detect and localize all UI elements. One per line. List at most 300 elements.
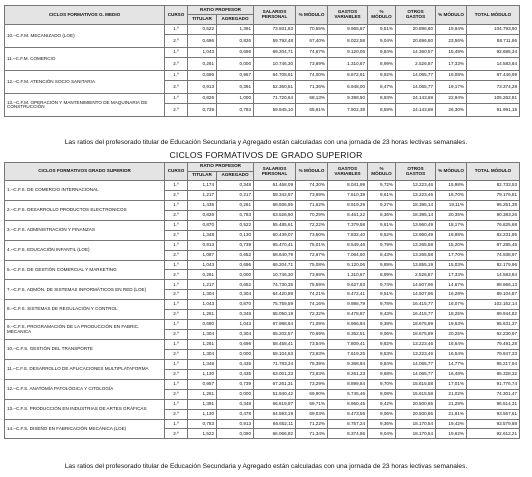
total-modulo-cell: 89.944,82 <box>467 310 520 320</box>
pct-modulo-cell: 19,53% <box>436 320 467 330</box>
pct-modulo-cell: 73,83% <box>296 369 328 379</box>
pct-modulo-cell: 70,29% <box>296 210 328 220</box>
curso-cell: 1.º <box>165 220 188 230</box>
agregado-cell: 0,348 <box>217 181 254 191</box>
salarios-cell: 66.066,82 <box>254 429 296 439</box>
pct-modulo-cell: 69,03% <box>296 409 328 419</box>
agregado-cell: 0,000 <box>217 389 254 399</box>
pct-modulo-cell: 26,30% <box>436 104 467 117</box>
titular-cell: 0,261 <box>188 270 217 280</box>
agregado-cell: 0,826 <box>217 35 254 48</box>
pct-modulo-cell: 9,92% <box>368 71 396 81</box>
table-row <box>5 71 520 81</box>
total-modulo-cell: 95.631,37 <box>467 320 520 330</box>
curso-cell: 1.º <box>165 25 188 35</box>
pct-modulo-cell: 71,22% <box>296 419 328 429</box>
salarios-cell: 59.945,10 <box>254 104 296 117</box>
gastos-variables-cell: 8.672,61 <box>328 71 368 81</box>
agregado-cell: 0,217 <box>217 190 254 200</box>
pct-modulo-cell: 74,67% <box>296 48 328 58</box>
curso-cell: 2.º <box>165 81 188 94</box>
gastos-variables-cell: 9.965,67 <box>328 25 368 35</box>
pct-modulo-cell: 9,04% <box>368 429 396 439</box>
otros-gastos-cell: 18.170,54 <box>396 419 436 429</box>
header-pct-modulo: % MÓDULO <box>368 6 396 25</box>
pct-modulo-cell: 20,35% <box>436 210 467 220</box>
salarios-cell: 63.001,33 <box>254 369 296 379</box>
total-modulo-cell: 91.991,15 <box>467 104 520 117</box>
salarios-cell: 73.931,63 <box>254 25 296 35</box>
header-ciclo: CICLOS FORMATIVOS G. MEDIO <box>5 6 165 25</box>
pct-modulo-cell: 8,99% <box>368 58 396 71</box>
otros-gastos-cell: 14.065,77 <box>396 81 436 94</box>
curso-cell: 2.º <box>165 190 188 200</box>
total-modulo-cell: 92.230,97 <box>467 330 520 340</box>
pct-modulo-cell: 17,70% <box>436 250 467 260</box>
pct-modulo-cell: 15,20% <box>436 240 467 250</box>
header-titular: TITULAR <box>188 15 217 25</box>
agregado-cell: 0,000 <box>217 58 254 71</box>
titular-cell: 1,261 <box>188 389 217 399</box>
total-modulo-cell: 82.231,95 <box>467 230 520 240</box>
curso-cell: 1.º <box>165 181 188 191</box>
titular-cell: 0,826 <box>188 94 217 104</box>
pct-modulo-cell: 71,09% <box>296 320 328 330</box>
salarios-cell: 10.746,30 <box>254 270 296 280</box>
gastos-variables-cell: 8.472,41 <box>328 290 368 300</box>
titular-cell: 1,043 <box>188 48 217 58</box>
salarios-cell: 64.708,61 <box>254 71 296 81</box>
gastos-variables-cell: 8.919,29 <box>328 200 368 210</box>
gastos-variables-cell: 1.310,67 <box>328 270 368 280</box>
header-otros-gastos: OTROS GASTOS <box>396 6 436 25</box>
pct-modulo-cell: 73,93% <box>296 349 328 359</box>
salarios-cell: 58.458,41 <box>254 340 296 350</box>
agregado-cell: 0,304 <box>217 290 254 300</box>
pct-modulo-cell: 9,84% <box>368 359 396 369</box>
otros-gastos-cell: 14.360,57 <box>396 48 436 58</box>
table-row <box>5 260 520 270</box>
ciclo-name-cell: 13.–C.F.S. PRODUCCIÓN EN INDUSTRIAS DE ARTES GRÁFICAS <box>5 399 165 419</box>
table-row <box>5 419 520 429</box>
ciclo-name-cell: 1.–C.F.S. DE COMERCIO INTERNACIONAL <box>5 181 165 201</box>
titular-cell: 1,261 <box>188 310 217 320</box>
agregado-cell: 0,739 <box>217 240 254 250</box>
pct-modulo-cell: 69,90% <box>296 389 328 399</box>
pct-modulo-cell: 73,69% <box>296 190 328 200</box>
pct-modulo-cell: 9,70% <box>368 379 396 389</box>
curso-cell: 2.º <box>165 210 188 220</box>
total-modulo-cell: 96.251,38 <box>467 200 520 210</box>
pct-modulo-cell: 9,47% <box>368 81 396 94</box>
otros-gastos-cell: 16.415,77 <box>396 310 436 320</box>
salarios-cell: 64.420,89 <box>254 290 296 300</box>
pct-modulo-cell: 69,71% <box>296 399 328 409</box>
header-ciclo: CICLOS FORMATIVOS GRADO SUPERIOR <box>5 163 165 181</box>
agregado-cell: 1,043 <box>217 320 254 330</box>
gastos-variables-cell: 9.120,06 <box>328 48 368 58</box>
footnote-ratios: Las ratios del profesorado titular de Educación Secundaria y Agregado están calculadas con una jornada de 23 horas lectivas semanales. <box>64 463 468 470</box>
table-row <box>5 181 520 191</box>
curso-cell: 2.º <box>165 389 188 399</box>
pct-modulo-cell: 73,50% <box>296 230 328 240</box>
otros-gastos-cell: 13.223,46 <box>396 181 436 191</box>
curso-cell: 1.º <box>165 200 188 210</box>
gastos-variables-cell: 9.398,50 <box>328 94 368 104</box>
pct-modulo-cell: 73,54% <box>296 340 328 350</box>
otros-gastos-cell: 20.500,85 <box>396 399 436 409</box>
header-pct-modulo: % MÓDULO <box>436 6 467 25</box>
salarios-cell: 69.204,71 <box>254 48 296 58</box>
otros-gastos-cell: 18.395,14 <box>396 200 436 210</box>
titular-cell: 1,261 <box>188 340 217 350</box>
pct-modulo-cell: 8,93% <box>368 94 396 104</box>
agregado-cell: 0,783 <box>217 104 254 117</box>
salarios-cell: 67.988,64 <box>254 320 296 330</box>
curso-cell: 2.º <box>165 270 188 280</box>
header-pct-modulo: % MÓDULO <box>296 6 328 25</box>
total-modulo-cell: 90.383,26 <box>467 210 520 220</box>
total-modulo-cell: 87.446,99 <box>467 71 520 81</box>
titular-cell: 0,913 <box>188 240 217 250</box>
pct-modulo-cell: 9,84% <box>368 48 396 58</box>
pct-modulo-cell: 9,43% <box>368 250 396 260</box>
pct-modulo-cell: 9,51% <box>368 25 396 35</box>
curso-cell: 2.º <box>165 369 188 379</box>
otros-gastos-cell: 20.896,60 <box>396 25 436 35</box>
curso-cell: 2.º <box>165 58 188 71</box>
table-row <box>5 200 520 210</box>
pct-modulo-cell: 8,59% <box>368 104 396 117</box>
pct-modulo-cell: 70,69% <box>296 330 328 340</box>
pct-modulo-cell: 9,08% <box>368 389 396 399</box>
otros-gastos-cell: 2.526,87 <box>396 270 436 280</box>
ciclo-name-cell: 9.–C.F.S. PROGRAMACIÓN DE LA PRODUCCIÓN EN FABRIC. MECANICA <box>5 320 165 340</box>
pct-modulo-cell: 72,22% <box>296 220 328 230</box>
otros-gastos-cell: 2.526,87 <box>396 58 436 71</box>
pct-modulo-cell: 67,40% <box>296 35 328 48</box>
pct-modulo-cell: 9,43% <box>368 310 396 320</box>
table-row <box>5 379 520 389</box>
table-row <box>5 359 520 369</box>
table-body <box>5 181 520 439</box>
pct-modulo-cell: 16,54% <box>436 349 467 359</box>
table-row <box>5 220 520 230</box>
ciclo-name-cell: 14.–C.F.S. DISEÑO EN FABRICACIÓN MECÁNICA (LOE) <box>5 419 165 439</box>
header-curso: CURSO <box>165 6 188 25</box>
agregado-cell: 0,957 <box>217 71 254 81</box>
gastos-variables-cell: 9.627,83 <box>328 280 368 290</box>
agregado-cell: 0,391 <box>217 81 254 94</box>
titular-cell: 0,913 <box>188 81 217 94</box>
pct-modulo-cell: 9,79% <box>368 240 396 250</box>
header-otros-gastos: OTROS GASTOS <box>396 163 436 181</box>
gastos-variables-cell: 7.902,38 <box>328 104 368 117</box>
pct-modulo-cell: 18,17% <box>436 220 467 230</box>
agregado-cell: 0,522 <box>217 220 254 230</box>
titular-cell: 1,435 <box>188 200 217 210</box>
pct-modulo-cell: 16,70% <box>436 190 467 200</box>
salarios-cell: 55.485,61 <box>254 220 296 230</box>
gastos-variables-cell: 7.832,40 <box>328 230 368 240</box>
salarios-cell: 74.730,35 <box>254 280 296 290</box>
pct-modulo-cell: 9,51% <box>368 290 396 300</box>
ciclos-grado-medio-table <box>4 5 520 117</box>
header-gastos-variables: GASTOS VARIABLES <box>328 6 368 25</box>
agregado-cell: 0,348 <box>217 399 254 409</box>
total-modulo-cell: 105.262,81 <box>467 94 520 104</box>
total-modulo-cell: 88.711,66 <box>467 35 520 48</box>
curso-cell: 1.º <box>165 419 188 429</box>
table-row <box>5 48 520 58</box>
titular-cell: 1,522 <box>188 429 217 439</box>
salarios-cell: 68.936,95 <box>254 200 296 210</box>
total-modulo-cell: 92.612,21 <box>467 429 520 439</box>
total-modulo-cell: 74.301,47 <box>467 389 520 399</box>
ciclo-name-cell: 4.–C.F.S. EDUCACIÓN INFANTIL (LOE) <box>5 240 165 260</box>
agregado-cell: 0,652 <box>217 280 254 290</box>
table-row <box>5 240 520 250</box>
gastos-variables-cell: 8.374,86 <box>328 429 368 439</box>
pct-modulo-cell: 9,72% <box>368 181 396 191</box>
otros-gastos-cell: 13.855,19 <box>396 260 436 270</box>
header-pct-modulo: % MÓDULO <box>368 163 396 181</box>
curso-cell: 1.º <box>165 260 188 270</box>
pct-modulo-cell: 75,01% <box>296 240 328 250</box>
pct-modulo-cell: 17,33% <box>436 270 467 280</box>
agregado-cell: 1,000 <box>217 94 254 104</box>
otros-gastos-cell: 14.065,77 <box>396 71 436 81</box>
total-modulo-cell: 93.567,61 <box>467 409 520 419</box>
pct-modulo-cell: 23,56% <box>436 35 467 48</box>
gastos-variables-cell: 8.478,87 <box>328 310 368 320</box>
header-titular: TITULAR <box>188 171 217 181</box>
salarios-cell: 65.050,19 <box>254 310 296 320</box>
section-title-grado-superior: CICLOS FORMATIVOS DE GRADO SUPERIOR <box>169 150 363 160</box>
curso-cell: 2.º <box>165 310 188 320</box>
salarios-cell: 51.940,42 <box>254 389 296 399</box>
curso-cell: 1.º <box>165 71 188 81</box>
pct-modulo-cell: 9,36% <box>368 419 396 429</box>
pct-modulo-cell: 17,33% <box>436 58 467 71</box>
pct-modulo-cell: 22,94% <box>436 94 467 104</box>
salarios-cell: 59.104,63 <box>254 349 296 359</box>
salarios-cell: 63.526,90 <box>254 210 296 220</box>
table-row <box>5 25 520 35</box>
gastos-variables-cell: 8.899,84 <box>328 379 368 389</box>
table-body <box>5 25 520 117</box>
agregado-cell: 0,435 <box>217 369 254 379</box>
pct-modulo-cell: 16,07% <box>436 300 467 310</box>
ciclo-name-cell: 8.–C.F.S. SISTEMAS DE REGULACIÓN Y CONTROL <box>5 300 165 320</box>
gastos-variables-cell: 9.986,79 <box>328 300 368 310</box>
pct-modulo-cell: 73,69% <box>296 270 328 280</box>
pct-modulo-cell: 19,94% <box>436 25 467 35</box>
titular-cell: 1,174 <box>188 181 217 191</box>
otros-gastos-cell: 24.143,68 <box>396 94 436 104</box>
pct-modulo-cell: 9,04% <box>368 35 396 48</box>
gastos-variables-cell: 8.461,22 <box>328 210 368 220</box>
pct-modulo-cell: 18,25% <box>436 310 467 320</box>
pct-modulo-cell: 19,42% <box>436 419 467 429</box>
curso-cell: 2.º <box>165 409 188 419</box>
salarios-cell: 58.342,97 <box>254 190 296 200</box>
header-total-modulo: TOTAL MÓDULO <box>467 163 520 181</box>
otros-gastos-cell: 14.065,77 <box>396 369 436 379</box>
otros-gastos-cell: 13.960,49 <box>396 220 436 230</box>
titular-cell: 0,696 <box>188 71 217 81</box>
titular-cell: 1,304 <box>188 349 217 359</box>
otros-gastos-cell: 20.896,60 <box>396 35 436 48</box>
agregado-cell: 0,304 <box>217 330 254 340</box>
pct-modulo-cell: 15,98% <box>436 181 467 191</box>
total-modulo-cell: 96.514,31 <box>467 399 520 409</box>
pct-modulo-cell: 20,25% <box>436 330 467 340</box>
salarios-cell: 71.720,64 <box>254 94 296 104</box>
otros-gastos-cell: 14.507,96 <box>396 290 436 300</box>
curso-cell: 2.º <box>165 349 188 359</box>
titular-cell: 1,043 <box>188 260 217 270</box>
curso-cell: 1.º <box>165 379 188 389</box>
pct-modulo-cell: 16,98% <box>436 230 467 240</box>
pct-modulo-cell: 19,17% <box>436 81 467 94</box>
header-gastos-variables: GASTOS VARIABLES <box>328 163 368 181</box>
pct-modulo-cell: 9,89% <box>368 260 396 270</box>
otros-gastos-cell: 13.960,49 <box>396 230 436 240</box>
curso-cell: 1.º <box>165 94 188 104</box>
ciclo-name-cell: 13.–C.F.M. OPERACIÓN Y MANTENIMIENTO DE MAQUINARIA DE CONSTRUCCIÓN <box>5 94 165 117</box>
header-pct-modulo: % MÓDULO <box>436 163 467 181</box>
header-total-modulo: TOTAL MÓDULO <box>467 6 520 25</box>
agregado-cell: 0,000 <box>217 349 254 359</box>
pct-modulo-cell: 71,36% <box>296 81 328 94</box>
curso-cell: 1.º <box>165 280 188 290</box>
ciclo-name-cell: 10.–C.F.M. MECANIZADO (LOE) <box>5 25 165 48</box>
agregado-cell: 0,783 <box>217 210 254 220</box>
header-agregado: AGREGADO <box>217 171 254 181</box>
pct-modulo-cell: 14,77% <box>436 359 467 369</box>
ciclo-name-cell: 2.–C.F.S. DESARROLLO PRODUCTOS ELECTRONICOS <box>5 200 165 220</box>
gastos-variables-cell: 8.041,99 <box>328 181 368 191</box>
otros-gastos-cell: 13.223,46 <box>396 349 436 359</box>
curso-cell: 1.º <box>165 340 188 350</box>
curso-cell: 1.º <box>165 240 188 250</box>
gastos-variables-cell: 8.966,84 <box>328 320 368 330</box>
otros-gastos-cell: 20.500,85 <box>396 409 436 419</box>
agregado-cell: 0,435 <box>217 359 254 369</box>
pct-modulo-cell: 8,99% <box>368 270 396 280</box>
header-curso: CURSO <box>165 163 188 181</box>
otros-gastos-cell: 15.615,58 <box>396 379 436 389</box>
salarios-cell: 75.759,59 <box>254 300 296 310</box>
titular-cell: 1,130 <box>188 409 217 419</box>
pct-modulo-cell: 9,78% <box>368 300 396 310</box>
salarios-cell: 61.468,09 <box>254 181 296 191</box>
salarios-cell: 64.593,19 <box>254 409 296 419</box>
table-row <box>5 399 520 409</box>
titular-cell: 1,217 <box>188 280 217 290</box>
gastos-variables-cell: 8.757,24 <box>328 419 368 429</box>
salarios-cell: 60.439,07 <box>254 230 296 240</box>
agregado-cell: 1,391 <box>217 25 254 35</box>
table-row <box>5 340 520 350</box>
pct-modulo-cell: 21,91% <box>436 409 467 419</box>
curso-cell: 2.º <box>165 250 188 260</box>
otros-gastos-cell: 13.265,58 <box>396 240 436 250</box>
otros-gastos-cell: 14.065,77 <box>396 359 436 369</box>
agregado-cell: 0,000 <box>217 270 254 280</box>
agregado-cell: 0,696 <box>217 340 254 350</box>
pct-modulo-cell: 71,62% <box>296 200 328 210</box>
pct-modulo-cell: 75,59% <box>296 280 328 290</box>
total-modulo-cell: 14.583,84 <box>467 270 520 280</box>
ciclo-name-cell: 12.–C.F.M. ATENCIÓN SOCIO SANITARIA <box>5 71 165 94</box>
gastos-variables-cell: 7.610,39 <box>328 190 368 200</box>
curso-cell: 2.º <box>165 104 188 117</box>
total-modulo-cell: 79.176,81 <box>467 190 520 200</box>
agregado-cell: 0,652 <box>217 250 254 260</box>
ciclo-name-cell: 12.–C.F.S. ANATOMÍA PATOLÓGICA Y CITOLOGÍA <box>5 379 165 399</box>
gastos-variables-cell: 1.310,67 <box>328 58 368 71</box>
pct-modulo-cell: 16,48% <box>436 369 467 379</box>
gastos-variables-cell: 7.064,60 <box>328 250 368 260</box>
otros-gastos-cell: 14.507,96 <box>396 280 436 290</box>
pct-modulo-cell: 17,01% <box>436 379 467 389</box>
gastos-variables-cell: 9.368,84 <box>328 359 368 369</box>
pct-modulo-cell: 9,06% <box>368 330 396 340</box>
pct-modulo-cell: 9,36% <box>368 210 396 220</box>
curso-cell: 2.º <box>165 429 188 439</box>
total-modulo-cell: 79.491,28 <box>467 340 520 350</box>
curso-cell: 1.º <box>165 359 188 369</box>
agregado-cell: 0,261 <box>217 200 254 210</box>
pct-modulo-cell: 21,29% <box>436 399 467 409</box>
pct-modulo-cell: 9,61% <box>368 190 396 200</box>
total-modulo-cell: 92.685,34 <box>467 48 520 58</box>
pct-modulo-cell: 14,67% <box>436 280 467 290</box>
pct-modulo-cell: 75,08% <box>296 260 328 270</box>
titular-cell: 0,522 <box>188 25 217 35</box>
titular-cell: 1,087 <box>188 250 217 260</box>
pct-modulo-cell: 68,13% <box>296 94 328 104</box>
otros-gastos-cell: 18.170,54 <box>396 429 436 439</box>
salarios-cell: 52.360,51 <box>254 81 296 94</box>
salarios-cell: 71.783,34 <box>254 359 296 369</box>
table-row <box>5 280 520 290</box>
footnote-ratios: Las ratios del profesorado titular de Educación Secundaria y Agregado están calculadas con una jornada de 23 horas lectivas semanales. <box>64 139 468 146</box>
total-modulo-cell: 73.374,28 <box>467 81 520 94</box>
titular-cell: 1,348 <box>188 359 217 369</box>
pct-modulo-cell: 74,21% <box>296 290 328 300</box>
pct-modulo-cell: 15,49% <box>436 48 467 58</box>
otros-gastos-cell: 24.143,68 <box>396 104 436 117</box>
pct-modulo-cell: 9,74% <box>368 280 396 290</box>
total-modulo-cell: 79.947,33 <box>467 349 520 359</box>
titular-cell: 0,690 <box>188 320 217 330</box>
gastos-variables-cell: 6.745,46 <box>328 389 368 399</box>
pct-modulo-cell: 70,55% <box>296 25 328 35</box>
salarios-cell: 10.746,30 <box>254 58 296 71</box>
otros-gastos-cell: 13.223,46 <box>396 340 436 350</box>
salarios-cell: 65.470,41 <box>254 240 296 250</box>
curso-cell: 1.º <box>165 320 188 330</box>
pct-modulo-cell: 73,69% <box>296 58 328 71</box>
pct-modulo-cell: 9,06% <box>368 409 396 419</box>
agregado-cell: 0,913 <box>217 419 254 429</box>
total-modulo-cell: 93.579,88 <box>467 419 520 429</box>
pct-modulo-cell: 72,67% <box>296 250 328 260</box>
pct-modulo-cell: 16,08% <box>436 71 467 81</box>
